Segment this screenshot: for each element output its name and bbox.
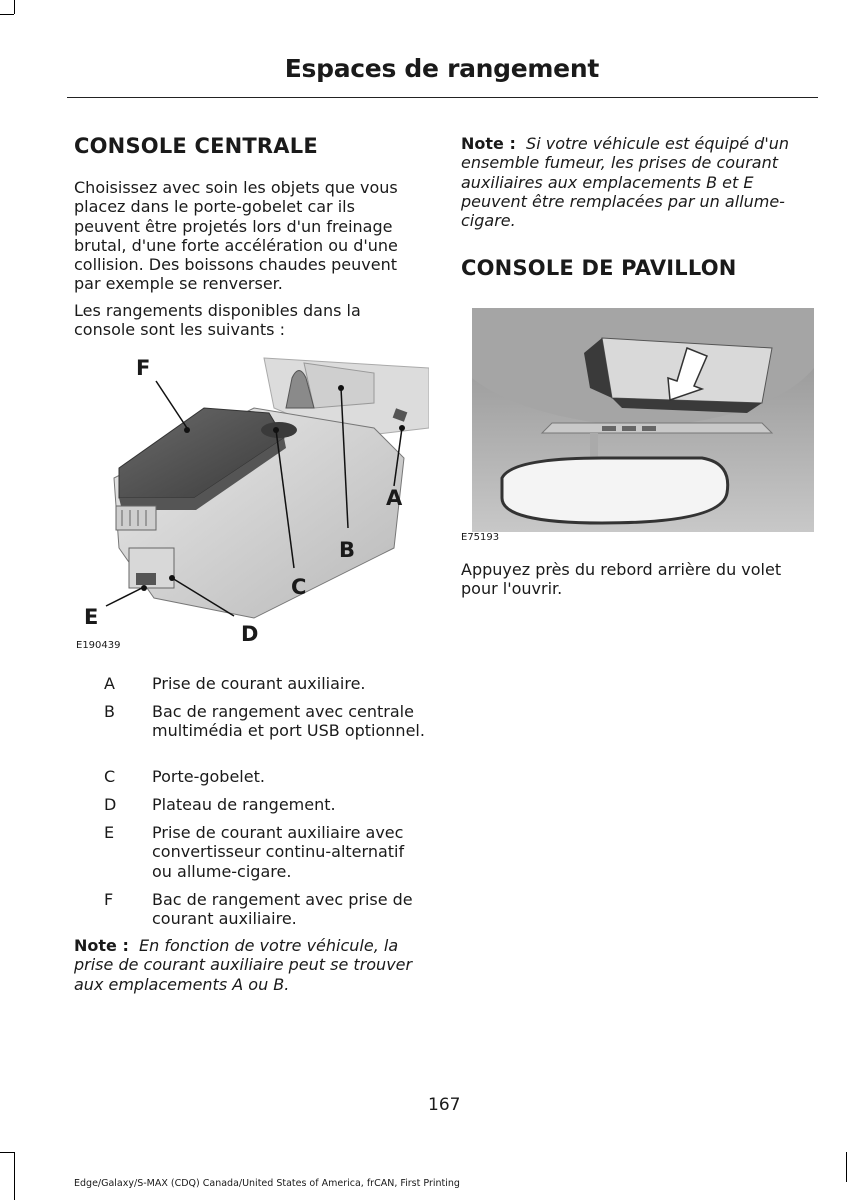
figure-code-right: E75193 — [461, 532, 500, 543]
section-heading-console-de-pavillon: CONSOLE DE PAVILLON — [461, 256, 737, 280]
legend-text: Prise de courant auxiliaire. — [152, 674, 366, 693]
legend-key: B — [104, 702, 115, 721]
crop-mark-top-left-h — [0, 14, 14, 15]
callout-c: C — [291, 575, 307, 599]
callout-b: B — [339, 538, 356, 562]
legend-key: E — [104, 823, 115, 842]
lead-paragraph: Les rangements disponibles dans la console sont les suivants : — [74, 301, 361, 340]
legend-key: A — [104, 674, 115, 693]
center-console-illustration — [74, 348, 429, 648]
instruction-paragraph: Appuyez près du rebord arrière du volet pour l'ouvrir. — [461, 560, 782, 599]
figure-code-left: E190439 — [76, 640, 121, 651]
legend-key: F — [104, 890, 114, 909]
note-right — [461, 134, 796, 230]
legend-text: Bac de rangement avec prise de courant auxiliaire. — [152, 890, 413, 929]
legend-text: Plateau de rangement. — [152, 795, 336, 814]
legend-text: Prise de courant auxiliaire avec convertisseur continu-alternatif ou allume-cigare. — [152, 823, 405, 881]
overhead-console-figure — [472, 308, 814, 532]
section-heading-console-centrale: CONSOLE CENTRALE — [74, 134, 318, 158]
legend-key: C — [104, 767, 116, 786]
note-text: En fonction de votre véhicule, la prise de courant auxiliaire peut se trouver aux emplacements A ou B. — [74, 936, 413, 994]
callout-a: A — [386, 486, 403, 510]
callout-d: D — [241, 622, 259, 646]
overhead-console-illustration — [472, 308, 814, 532]
crop-mark-top-left — [14, 0, 15, 14]
title-rule — [67, 97, 818, 98]
center-console-figure — [74, 348, 429, 648]
note-left — [74, 936, 419, 994]
legend-key: D — [104, 795, 117, 814]
page-number: 167 — [428, 1095, 461, 1115]
intro-paragraph: Choisissez avec soin les objets que vous placez dans le porte-gobelet car ils peuvent être projetés lors d'un freinage brutal, d'une forte accélération ou d'une collision. Des boissons chaudes peuvent par exemple se renverser. — [74, 178, 398, 294]
crop-mark-bottom-left — [14, 1152, 15, 1200]
legend-list — [74, 674, 434, 934]
crop-mark-bottom-left-h — [0, 1152, 14, 1153]
legend-text: Bac de rangement avec centrale multimédia et port USB optionnel. — [152, 702, 425, 741]
footer-text: Edge/Galaxy/S-MAX (CDQ) Canada/United States of America, frCAN, First Printing — [74, 1178, 460, 1189]
note-label: Note : — [461, 134, 516, 153]
page-title: Espaces de rangement — [284, 54, 599, 83]
callout-f: F — [136, 356, 151, 380]
callout-e: E — [84, 605, 99, 629]
crop-mark-bottom-right — [846, 1152, 847, 1182]
note-text: Si votre véhicule est équipé d'un ensemble fumeur, les prises de courant auxiliaires aux emplacements B et E peuvent être remplacées par un allume-cigare. — [461, 134, 790, 231]
legend-text: Porte-gobelet. — [152, 767, 265, 786]
note-label: Note : — [74, 936, 129, 955]
